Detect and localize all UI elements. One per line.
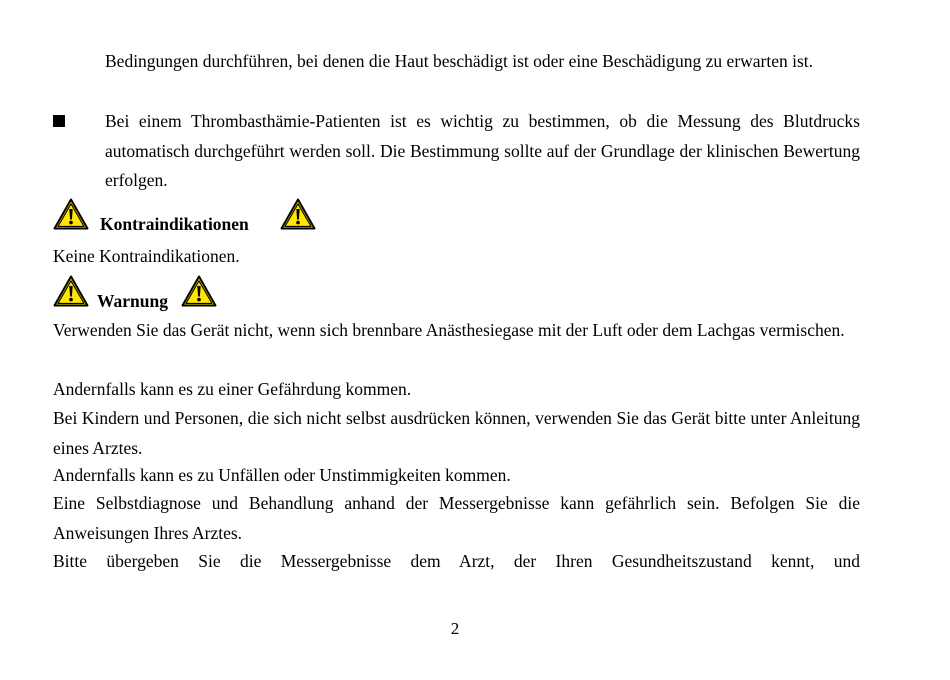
warning-paragraph-handover: Bitte übergeben Sie die Messergebnisse dem Arzt, der Ihren Gesundheitszustand kennt, und — [53, 551, 860, 571]
warning-paragraph-gases: Verwenden Sie das Gerät nicht, wenn sich brennbare Anästhesiegase mit der Luft oder dem Lachgas vermischen. — [53, 320, 845, 340]
bullet-square-icon — [53, 115, 65, 127]
warning-paragraph-hazard: Andernfalls kann es zu einer Gefährdung kommen. — [53, 379, 412, 399]
warning-triangle-icon — [53, 198, 89, 230]
list-item-thrombasthenia: Bei einem Thrombasthämie-Patienten ist es wichtig zu bestimmen, ob die Messung des Blutdrucks automatisch durchgeführt werden soll. Die Bestimmung sollte auf der Grundlage der klinischen Bewertung erfolgen. — [105, 111, 860, 190]
contraindications-heading: Kontraindikationen — [100, 214, 249, 234]
warning-paragraph-self-diagnosis: Eine Selbstdiagnose und Behandlung anhand der Messergebnisse kann gefährlich sein. Befolgen Sie die Anweisungen Ihres Arztes. — [53, 493, 860, 543]
warning-paragraph-accidents: Andernfalls kann es zu Unfällen oder Unstimmigkeiten kommen. — [53, 465, 511, 485]
page-number: 2 — [450, 619, 460, 638]
warning-triangle-icon — [280, 198, 316, 230]
warning-paragraph-children: Bei Kindern und Personen, die sich nicht selbst ausdrücken können, verwenden Sie das Gerät bitte unter Anleitung eines Arztes. — [53, 408, 860, 458]
warning-heading: Warnung — [97, 291, 168, 311]
warning-triangle-icon — [53, 275, 89, 307]
warning-triangle-icon — [181, 275, 217, 307]
contraindications-body: Keine Kontraindikationen. — [53, 246, 240, 266]
list-item-continuation: Bedingungen durchführen, bei denen die Haut beschädigt ist oder eine Beschädigung zu erwarten ist. — [105, 51, 814, 71]
